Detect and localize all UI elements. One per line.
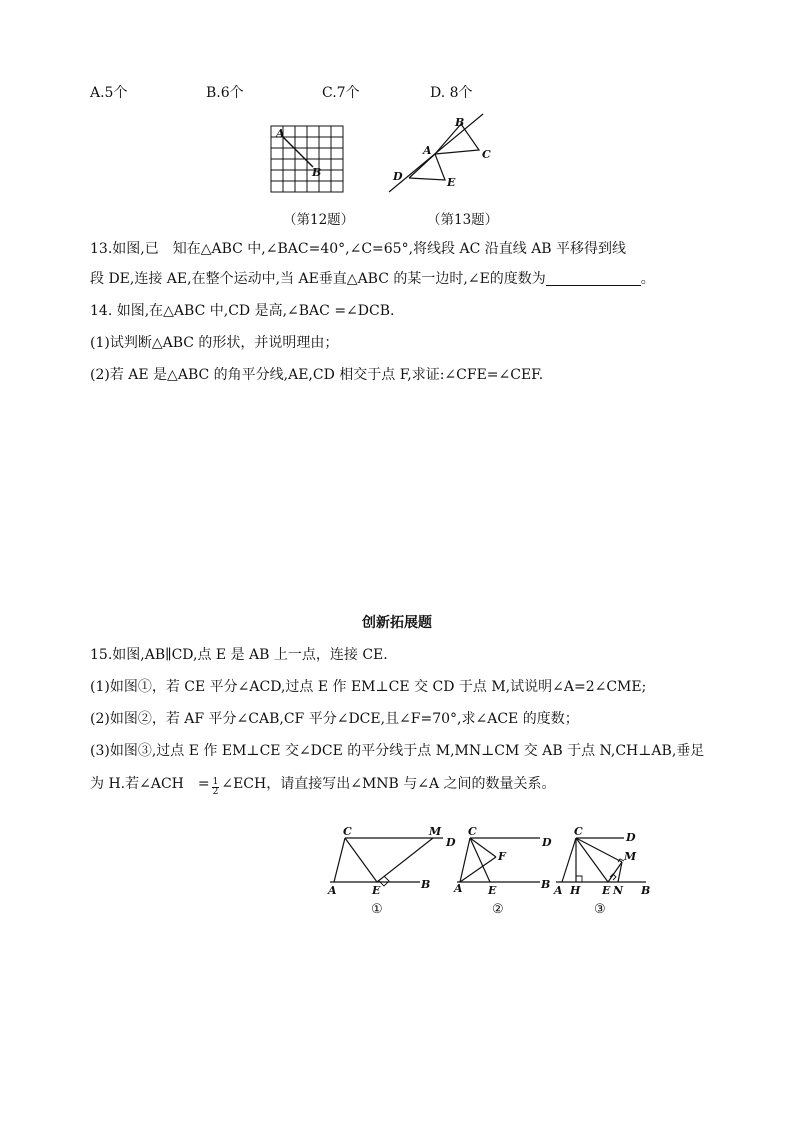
fig2-label-a: A: [454, 882, 463, 895]
fig3-label-c: C: [574, 825, 583, 838]
figure-15-2: [452, 824, 562, 918]
fig3-label-e: E: [602, 884, 611, 897]
q14-line3: (2)若 AE 是△ABC 的角平分线,AE,CD 相交于点 F,求证:∠CFE=∠CEF.: [90, 367, 544, 383]
fig3-label-a: A: [554, 884, 563, 897]
option-c: C.7个: [322, 85, 360, 101]
q15-line1: 15.如图,AB∥CD,点 E 是 AB 上一点，连接 CE.: [90, 647, 388, 663]
fig2-label-b: B: [541, 878, 551, 891]
fig13-label-a: A: [423, 144, 432, 157]
fig2-label-e: E: [488, 884, 497, 897]
fig1-label-b: B: [421, 878, 431, 891]
answer-blank[interactable]: [546, 271, 641, 286]
figure-12-grid: [268, 124, 348, 196]
fig3-label-b: B: [641, 884, 651, 897]
fig3-caption: ③: [594, 902, 606, 917]
q15-line3: (2)如图②，若 AF 平分∠CAB,CF 平分∠DCE,且∠F=70°,求∠ACE 的度数；: [90, 711, 579, 727]
fraction-one-half: $\frac{1}{2}$: [212, 777, 219, 797]
fig3-label-m: M: [624, 850, 637, 863]
q13-line2: 段 DE,连接 AE,在整个运动中,当 AE垂直△ABC 的某一边时,∠E的度数为 。: [90, 271, 655, 287]
figure-15-3: [552, 824, 662, 918]
fig12-caption: （第12题）: [283, 212, 355, 228]
option-d: D. 8个: [430, 85, 473, 101]
fig1-label-c: C: [343, 825, 352, 838]
fig2-caption: ②: [492, 902, 504, 917]
fig13-label-b: B: [455, 116, 465, 129]
fig3-label-n: N: [613, 884, 624, 897]
fig2-label-f: F: [498, 850, 506, 863]
q14-line1: 14. 如图,在△ABC 中,CD 是高,∠BAC =∠DCB.: [90, 303, 395, 319]
fig3-label-d: D: [626, 831, 636, 844]
fig13-label-c: C: [482, 148, 491, 161]
q15-line4: (3)如图③,过点 E 作 EM⊥CE 交∠DCE 的平分线于点 M,MN⊥CM 交 AB 于点 N,CH⊥AB,垂足: [90, 743, 705, 759]
fig1-caption: ①: [371, 902, 383, 917]
q14-line2: (1)试判断△ABC 的形状，并说明理由；: [90, 335, 339, 351]
figure-15-1: [325, 824, 465, 918]
q15-line2: (1)如图①，若 CE 平分∠ACD,过点 E 作 EM⊥CE 交 CD 于点 M,试说明∠A=2∠CME;: [90, 679, 647, 695]
option-b: B.6个: [206, 85, 244, 101]
section-title: 创新拓展题: [362, 615, 432, 631]
q15-line5: 为 H.若∠ACH = $\frac{1}{2}$ ∠ECH，请直接写出∠MNB 与∠A 之间的数量关系。: [90, 776, 556, 797]
option-a: A.5个: [90, 85, 128, 101]
fig13-label-e: E: [447, 176, 456, 189]
q13-line1: 13.如图,已 知在△ABC 中,∠BAC=40°,∠C=65°,将线段 AC 沿直线 AB 平移得到线: [90, 241, 627, 257]
fig1-label-a: A: [328, 884, 337, 897]
fig3-label-h: H: [570, 884, 581, 897]
fig13-caption: （第13题）: [427, 212, 499, 228]
fig13-label-d: D: [393, 170, 403, 183]
fig1-label-e: E: [372, 884, 381, 897]
fig12-label-b: B: [312, 166, 322, 179]
fig2-label-d: D: [542, 836, 552, 849]
fig2-label-c: C: [468, 825, 477, 838]
figure-13: [385, 110, 505, 198]
fig12-label-a: A: [276, 127, 285, 140]
fig1-label-d: D: [446, 836, 456, 849]
fig1-label-m: M: [429, 825, 442, 838]
